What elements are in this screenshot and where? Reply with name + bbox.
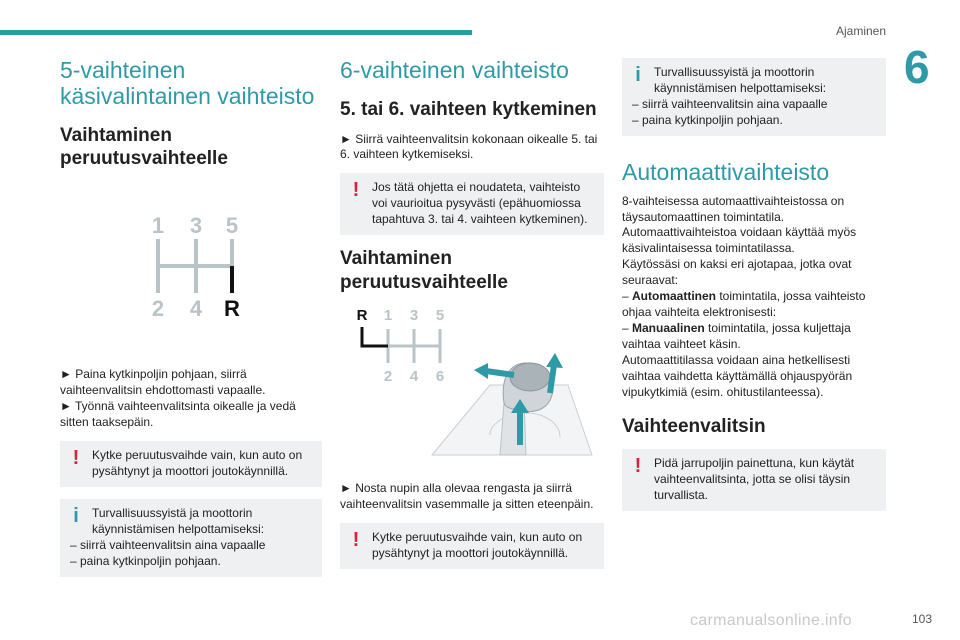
- gear-label-3: 3: [409, 306, 419, 324]
- subheading-reverse-6: Vaihtaminen peruutusvaihteelle: [340, 248, 508, 294]
- warning-box: ! Kytke peruutusvaihde vain, kun auto on pysähtynyt ja moottori joutokäynnillä.: [60, 441, 322, 487]
- gear-label-6: 6: [435, 367, 445, 385]
- gear-label-5: 5: [435, 306, 445, 324]
- column-right: [622, 58, 886, 523]
- info-icon: i: [635, 64, 641, 86]
- warning-icon: !: [352, 528, 360, 551]
- heading-5-speed: 5-vaihteinen käsivalintainen vaihteisto: [60, 57, 315, 109]
- auto-para-2: Automaattivaihteistoa voidaan käyttää myös käsivalintaisessa toimintatilassa.: [622, 225, 857, 256]
- warning-box: ! Kytke peruutusvaihde vain, kun auto on pysähtynyt ja moottori joutokäynnillä.: [340, 523, 604, 569]
- auto-para-3: Käytössäsi on kaksi eri ajotapaa, jotka ovat seuraavat:: [622, 257, 852, 288]
- gear-label-5: 5: [225, 213, 239, 238]
- watermark: carmanualsonline.info: [690, 612, 852, 629]
- auto-para-4: Automaattitilassa voidaan aina hetkellisesti vaihtaa vaihdetta käyttämällä ohjauspyörän vipukytkimiä (esim. ohitustilanteessa).: [622, 353, 853, 399]
- auto-para-1: 8-vaihteisessa automaattivaihteistossa on täysautomaattinen toimintatila.: [622, 193, 845, 224]
- step-2: ► Työnnä vaihteenvalitsinta oikealle ja vedä sitten taaksepäin.: [60, 398, 296, 429]
- subheading-reverse: Vaihtaminen peruutusvaihteelle: [60, 124, 228, 170]
- column-left: [60, 58, 322, 589]
- gear-pattern-6-diagram: [340, 305, 604, 465]
- heading-automatic: Automaattivaihteisto: [622, 158, 830, 185]
- column-middle: [340, 58, 604, 581]
- gear-label-3: 3: [189, 213, 203, 238]
- gear-label-2: 2: [383, 367, 393, 385]
- gear-label-2: 2: [151, 296, 165, 321]
- gear-label-1: 1: [151, 213, 165, 238]
- info-box: i Turvallisuussyistä ja moottorin käynnistämisen helpottamiseksi: – siirrä vaihteenvalitsin aina vapaalle – paina kytkinpoljin pohjaan.: [622, 58, 886, 136]
- warning-box: ! Pidä jarrupoljin painettuna, kun käytät vaihteenvalitsinta, jotta se olisi täysin turvallista.: [622, 449, 886, 511]
- gear-label-1: 1: [383, 306, 393, 324]
- warning-icon: !: [634, 454, 642, 477]
- page-number: 103: [912, 612, 933, 626]
- heading-6-speed: 6-vaihteinen vaihteisto: [340, 57, 569, 83]
- info-icon: i: [73, 504, 79, 527]
- subheading-selector: Vaihteenvalitsin: [622, 415, 766, 437]
- info-box: i Turvallisuussyistä ja moottorin käynnistämisen helpottamiseksi: – siirrä vaihteenvalitsin aina vapaalle – paina kytkinpoljin pohjaan.: [60, 499, 322, 577]
- auto-mode-automatic: – Automaattinen toimintatila, jossa vaihteisto ohjaa vaihteita elektronisesti:: [622, 289, 866, 320]
- gear-label-4: 4: [189, 296, 203, 321]
- auto-mode-manual: – Manuaalinen toimintatila, jossa kuljettaja vaihtaa vaihteet käsin.: [622, 321, 851, 352]
- header-accent-bar: [0, 30, 472, 35]
- section-title: Ajaminen: [836, 24, 887, 38]
- subheading-gear-5-6: 5. tai 6. vaihteen kytkeminen: [340, 98, 597, 120]
- gear-pattern-5-diagram: [60, 181, 322, 351]
- step-5-6: ► Siirrä vaihteenvalitsin kokonaan oikealle 5. tai 6. vaihteen kytkemiseksi.: [340, 131, 598, 162]
- warning-box: ! Jos tätä ohjetta ei noudateta, vaihteisto voi vaurioitua pysyvästi (epähuomiossa tapahtuva 3. tai 4. vaihteen kytkeminen).: [340, 173, 604, 235]
- gear-label-r: R: [356, 306, 368, 324]
- step-reverse-6: ► Nosta nupin alla olevaa rengasta ja siirrä vaihteenvalitsin vasemmalle ja sitten eteenpäin.: [340, 480, 594, 511]
- warning-icon: !: [72, 446, 80, 469]
- warning-icon: !: [352, 179, 360, 202]
- gear-label-r: R: [224, 296, 240, 321]
- chapter-number: 6: [904, 41, 930, 93]
- gear-lever-illustration: [432, 353, 592, 455]
- step-1: ► Paina kytkinpoljin pohjaan, siirrä vaihteenvalitsin ehdottomasti vapaalle.: [60, 367, 266, 397]
- gear-label-4: 4: [409, 367, 419, 385]
